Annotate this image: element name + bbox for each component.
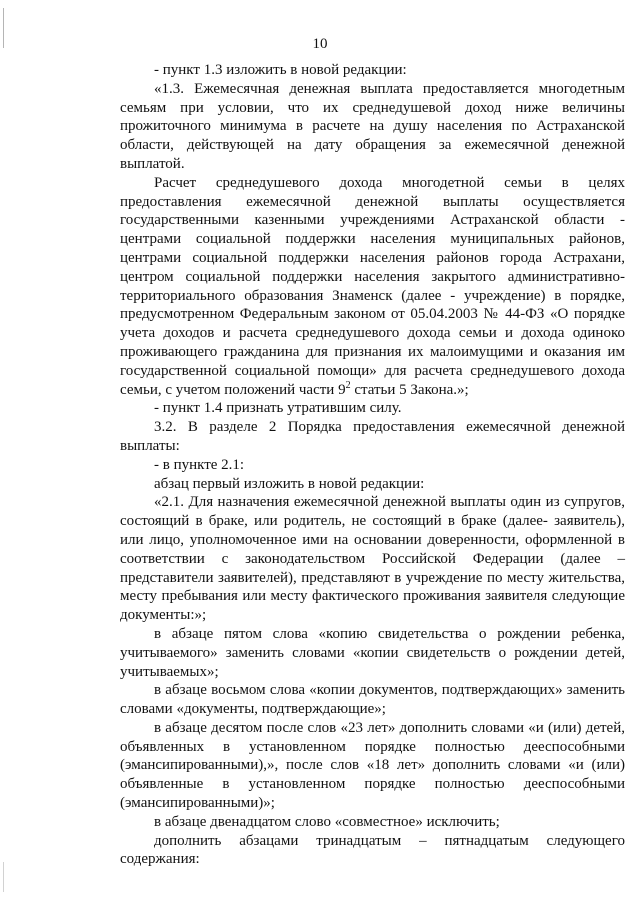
paragraph-abzac-8: в абзаце восьмом слова «копии документов, подтверждающих» заменить словами «документы, подтверждающие»;	[120, 682, 625, 718]
paragraph-first-abzac: абзац первый изложить в новой редакции:	[154, 475, 425, 492]
paragraph-in-clause-2-1: - в пункте 2.1:	[154, 456, 245, 473]
scan-edge-mark	[3, 862, 4, 892]
paragraph-income-calculation: Расчет среднедушевого дохода многодетной семьи в целях предоставления ежемесячной денежной выплаты осуществляется государственными казенными учреждениями Астраханской области - центрами социальной поддержки населения муниципальных районов, центрами социальной поддержки населения районов города Астрахани, центром социальной поддержки населения закрытого административно-территориального образования Знаменск (далее - учреждение) в порядке, предусмотренном Федеральным законом от 05.04.2003 № 44-ФЗ «О порядке учета доходов и расчета среднедушевого дохода семьи и дохода одиноко проживающего гражданина для признания их малоимущими и оказания им государственной социальной помощи» для расчета среднедушевого дохода семьи, с учетом положений части $9^2$ статьи 5 Закона.»;	[120, 174, 625, 398]
paragraph-abzac-12: в абзаце двенадцатом слово «совместное» исключить;	[154, 813, 500, 830]
paragraph-clause-2-1: «2.1. Для назначения ежемесячной денежной выплаты один из супругов, состоящий в браке, или родитель, не состоящий в браке (далее- заявитель), или лицо, уполномоченное ими на основании доверенности, оформленной в соответствии с законодательством Российской Федерации (далее – представители заявителей), представляют в учреждение по месту жительства, месту пребывания или месту фактического проживания заявителя следующие документы:»;	[120, 494, 625, 624]
paragraph-add-abzacs: дополнить абзацами тринадцатым – пятнадцатым следующего содержания:	[120, 832, 625, 868]
document-body	[120, 61, 625, 869]
paragraph-clause-1-3: «1.3. Ежемесячная денежная выплата предоставляется многодетным семьям при условии, что их среднедушевой доход ниже величины прожиточного минимума в расчете на душу населения по Астраханской области, действующей на дату обращения за ежемесячной денежной выплатой.	[120, 80, 625, 172]
page-number: 10	[312, 36, 328, 52]
paragraph-section-3-2: 3.2. В разделе 2 Порядка предоставления ежемесячной денежной выплаты:	[120, 419, 625, 454]
paragraph-clause-1-4-void: - пункт 1.4 признать утратившим силу.	[154, 400, 402, 417]
paragraph-abzac-10: в абзаце десятом после слов «23 лет» дополнить словами «и (или) детей, объявленных в установленном порядке полностью дееспособными (эмансипированными),», после слов «18 лет» дополнить словами «и (или) объявленные в установленном порядке полностью дееспособными (эмансипированными)»;	[120, 719, 625, 812]
paragraph-abzac-5: в абзаце пятом слова «копию свидетельства о рождении ребенка, учитываемого» заменить словами «копии свидетельств о рождении детей, учитываемых»;	[120, 625, 625, 680]
paragraph-amend-1-3: - пункт 1.3 изложить в новой редакции:	[154, 62, 407, 78]
